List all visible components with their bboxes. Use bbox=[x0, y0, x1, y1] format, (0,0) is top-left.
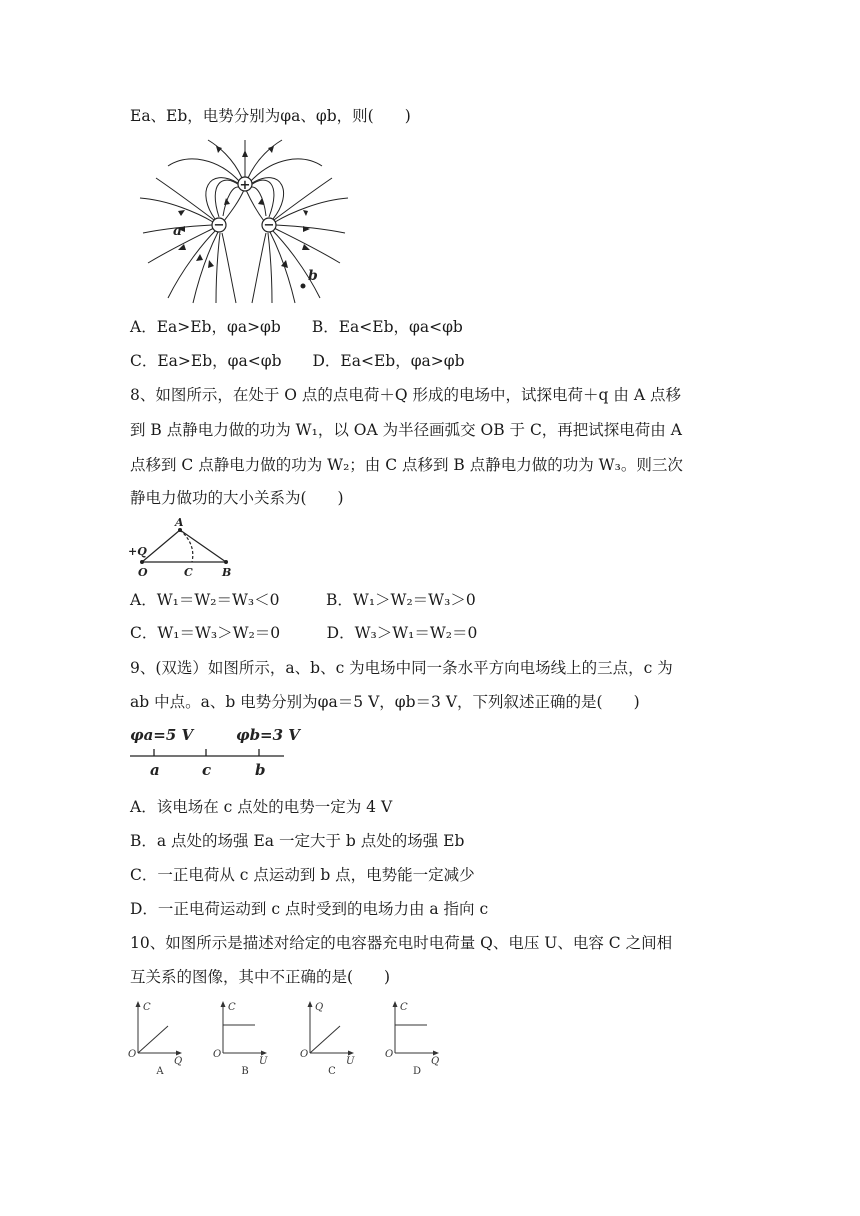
graph-x-arrow bbox=[261, 1051, 267, 1056]
q10-graphs bbox=[130, 998, 460, 1078]
graph-option-label: B bbox=[241, 1066, 249, 1077]
negative-charge-right-symbol: − bbox=[263, 218, 275, 233]
graph-y-axis-label: C bbox=[400, 1002, 408, 1013]
point-c-label: C bbox=[184, 566, 193, 579]
q9-field-line-figure bbox=[128, 722, 300, 782]
q8-options-row-2: C．W₁＝W₃＞W₂＝0 D．W₃＞W₁＝W₂＝0 bbox=[130, 624, 478, 642]
graph-x-axis-label: U bbox=[346, 1056, 355, 1067]
phi-b-label: φb=3 V bbox=[236, 726, 300, 744]
graph-y-arrow bbox=[221, 1001, 226, 1007]
q8-stem-line-2: 到 B 点静电力做的功为 W₁，以 OA 为半径画弧交 OB 于 C，再把试探电荷由 A bbox=[130, 421, 682, 439]
graph-y-arrow bbox=[393, 1001, 398, 1007]
graph-curve bbox=[138, 1026, 168, 1053]
graph-origin-label: O bbox=[213, 1049, 222, 1060]
point-b-label: b bbox=[308, 268, 318, 284]
q10-stem-line-2: 互关系的图像，其中不正确的是( ) bbox=[130, 968, 391, 986]
q7-options-row-2: C．Ea>Eb，φa<φb D．Ea<Eb，φa>φb bbox=[130, 352, 465, 370]
q9-option-d: D．一正电荷运动到 c 点时受到的电场力由 a 指向 c bbox=[130, 900, 489, 918]
q10-stem-line-1: 10、如图所示是描述对给定的电容器充电时电荷量 Q、电压 U、电容 C 之间相 bbox=[130, 934, 673, 952]
q8-stem-line-4: 静电力做功的大小关系为( ) bbox=[130, 489, 344, 507]
graph-origin-label: O bbox=[385, 1049, 394, 1060]
graph-x-axis-label: Q bbox=[431, 1056, 440, 1067]
q9-option-a: A．该电场在 c 点处的电势一定为 4 V bbox=[130, 798, 393, 816]
q8-stem-line-1: 8、如图所示，在处于 O 点的点电荷＋Q 形成的电场中，试探电荷＋q 由 A 点移 bbox=[130, 386, 681, 404]
q9-stem-line-2: ab 中点。a、b 电势分别为φa＝5 V，φb＝3 V，下列叙述正确的是( ) bbox=[130, 693, 640, 711]
graph-option-label: C bbox=[328, 1066, 336, 1077]
graph-option-label: A bbox=[156, 1066, 164, 1077]
q9-stem-line-1: 9、(双选）如图所示，a、b、c 为电场中同一条水平方向电场线上的三点，c 为 bbox=[130, 659, 673, 677]
point-o-label: O bbox=[138, 566, 148, 579]
q7-options-row-1: A．Ea>Eb，φa>φb B．Ea<Eb，φa<φb bbox=[130, 318, 463, 336]
graph-x-arrow bbox=[433, 1051, 439, 1056]
negative-charge-left-symbol: − bbox=[213, 218, 225, 233]
point-c-label: c bbox=[202, 761, 212, 779]
graph-origin-label: O bbox=[128, 1049, 137, 1060]
point-b-label: B bbox=[222, 566, 232, 579]
point-a-label: a bbox=[173, 223, 183, 239]
q9-option-c: C．一正电荷从 c 点运动到 b 点，电势能一定减少 bbox=[130, 866, 475, 884]
graph-y-axis-label: C bbox=[228, 1002, 236, 1013]
charge-label: +Q bbox=[128, 545, 147, 558]
q8-triangle-figure bbox=[126, 516, 241, 580]
q9-option-b: B．a 点处的场强 Ea 一定大于 b 点处的场强 Eb bbox=[130, 832, 465, 850]
graph-x-arrow bbox=[176, 1051, 182, 1056]
point-a-label: a bbox=[150, 761, 160, 779]
q8-stem-line-3: 点移到 C 点静电力做的功为 W₂；由 C 点移到 B 点静电力做的功为 W₃。则三次 bbox=[130, 456, 683, 474]
positive-charge-symbol: + bbox=[239, 178, 251, 193]
point-a-label: A bbox=[175, 516, 184, 529]
graph-origin-label: O bbox=[300, 1049, 309, 1060]
graph-x-axis-label: Q bbox=[174, 1056, 183, 1067]
point-b-label: b bbox=[255, 761, 266, 779]
graph-x-axis-label: U bbox=[259, 1056, 268, 1067]
q7-stem-tail: Ea、Eb，电势分别为φa、φb，则( ) bbox=[130, 107, 411, 125]
graph-y-arrow bbox=[136, 1001, 141, 1007]
graph-y-arrow bbox=[308, 1001, 313, 1007]
q7-field-line-figure bbox=[138, 138, 353, 306]
graph-option-label: D bbox=[412, 1066, 422, 1077]
graph-y-axis-label: C bbox=[143, 1002, 151, 1013]
graph-x-arrow bbox=[348, 1051, 354, 1056]
graph-y-axis-label: Q bbox=[315, 1002, 324, 1013]
graph-curve bbox=[310, 1026, 340, 1053]
q8-options-row-1: A．W₁＝W₂＝W₃＜0 B．W₁＞W₂＝W₃＞0 bbox=[130, 591, 476, 609]
phi-a-label: φa=5 V bbox=[130, 726, 194, 744]
